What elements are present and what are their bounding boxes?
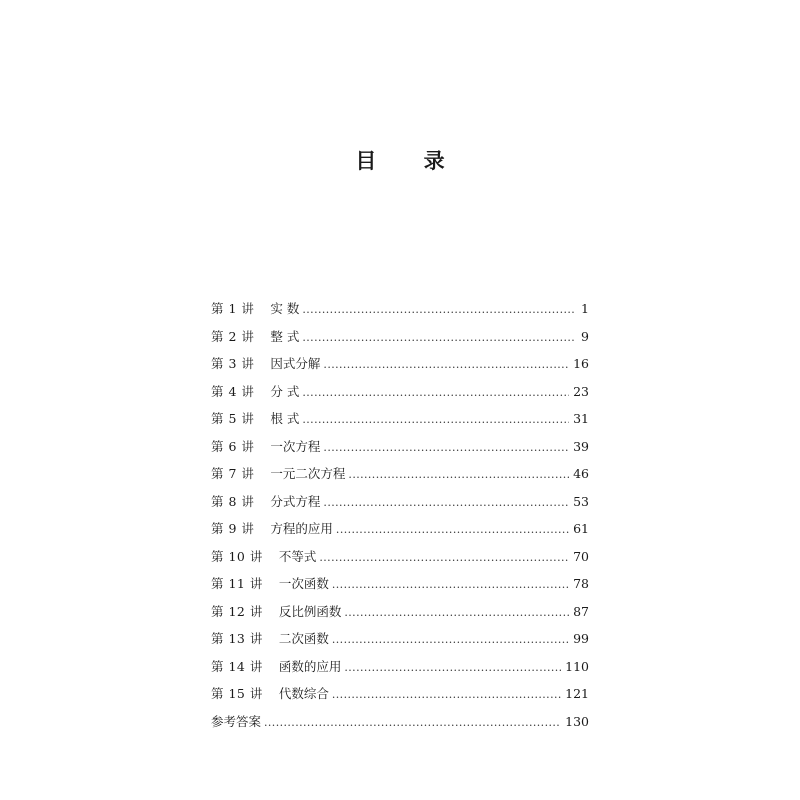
toc-entry-title: 参考答案 (211, 713, 262, 729)
toc-entry-title: 因式分解 (270, 356, 321, 371)
toc-dot-leader (348, 465, 569, 479)
toc-entry[interactable] (211, 435, 589, 463)
toc-dot-leader (332, 685, 561, 699)
toc-dot-leader (332, 630, 569, 644)
toc-entry-title: 一元二次方程 (270, 466, 346, 481)
toc-entry-answers[interactable] (211, 710, 589, 738)
toc-page-number: 61 (573, 521, 589, 536)
toc-page-number: 121 (565, 686, 589, 701)
toc-entry-title: 反比例函数 (278, 603, 342, 619)
toc-dot-leader (302, 300, 575, 314)
toc-dot-leader (323, 438, 569, 452)
toc-entry-title: 二次函数 (278, 631, 329, 646)
toc-entry[interactable] (211, 682, 589, 710)
toc-entry-title: 分式方程 (270, 493, 321, 509)
toc-lecture-number: 第 7 讲 (211, 466, 255, 481)
toc-lecture-number: 第 6 讲 (211, 438, 255, 454)
toc-lecture-number: 第 2 讲 (211, 328, 255, 344)
toc-entry-title: 一次方程 (270, 438, 321, 454)
toc-entry[interactable] (211, 380, 589, 408)
toc-entry-title: 不等式 (278, 548, 317, 564)
toc-lecture-number: 第 13 讲 (211, 631, 263, 646)
toc-lecture-number: 第 14 讲 (211, 658, 263, 674)
toc-entry-title: 方程的应用 (270, 521, 333, 536)
toc-page-number: 9 (581, 328, 589, 344)
toc-dot-leader (302, 328, 575, 342)
toc-entry[interactable] (211, 655, 589, 683)
toc-entry-title: 代数综合 (278, 686, 329, 701)
toc-entry-title: 根 式 (270, 411, 300, 426)
toc-lecture-number: 第 15 讲 (211, 686, 263, 701)
toc-dot-leader (344, 603, 569, 617)
toc-entry-title: 分 式 (270, 383, 300, 399)
toc-dot-leader (336, 520, 569, 534)
toc-entry-title: 函数的应用 (278, 658, 342, 674)
toc-lecture-number: 第 1 讲 (211, 301, 255, 316)
toc-dot-leader (319, 548, 569, 562)
toc-page-number: 130 (565, 713, 589, 729)
toc-lecture-number: 第 4 讲 (211, 383, 255, 399)
toc-entry-title: 整 式 (270, 328, 300, 344)
toc-entry[interactable] (211, 545, 589, 573)
toc-lecture-number: 第 3 讲 (211, 356, 255, 371)
toc-page-number: 23 (573, 383, 589, 399)
toc-dot-leader (323, 493, 569, 507)
toc-entry[interactable] (211, 490, 589, 518)
toc-page-number: 53 (573, 493, 589, 509)
toc-entry[interactable] (211, 627, 589, 655)
toc-entry[interactable] (211, 462, 589, 490)
toc-lecture-number: 第 12 讲 (211, 603, 263, 619)
toc-dot-leader (302, 383, 569, 397)
toc-page-number: 87 (573, 603, 589, 619)
toc-page-number: 39 (573, 438, 589, 454)
toc-page-number: 110 (565, 658, 589, 674)
toc-lecture-number: 第 8 讲 (211, 493, 255, 509)
toc-page-number: 1 (581, 301, 589, 316)
toc-page-number: 46 (573, 466, 589, 481)
toc-entry[interactable] (211, 517, 589, 545)
toc-lecture-number: 第 10 讲 (211, 548, 263, 564)
toc-dot-leader (323, 355, 569, 369)
toc-page-number: 78 (573, 576, 589, 591)
toc-lecture-number: 第 11 讲 (211, 576, 263, 591)
toc-entry[interactable] (211, 352, 589, 380)
toc-lecture-number: 第 5 讲 (211, 411, 255, 426)
toc-page-number: 31 (573, 411, 589, 426)
toc-page-number: 99 (573, 631, 589, 646)
toc-dot-leader (332, 575, 569, 589)
page-title: 目 录 (355, 148, 465, 173)
toc-page-number: 16 (573, 356, 589, 371)
toc-entry[interactable] (211, 325, 589, 353)
toc-entry-title: 一次函数 (278, 576, 329, 591)
toc-entry[interactable] (211, 572, 589, 600)
toc-dot-leader (302, 410, 569, 424)
toc-lecture-number: 第 9 讲 (211, 521, 255, 536)
toc-entry-title: 实 数 (270, 301, 300, 316)
toc-dot-leader (264, 713, 561, 727)
toc-page-number: 70 (573, 548, 589, 564)
table-of-contents (211, 297, 589, 737)
toc-entry[interactable] (211, 600, 589, 628)
toc-entry[interactable] (211, 297, 589, 325)
toc-entry[interactable] (211, 407, 589, 435)
toc-dot-leader (344, 658, 561, 672)
